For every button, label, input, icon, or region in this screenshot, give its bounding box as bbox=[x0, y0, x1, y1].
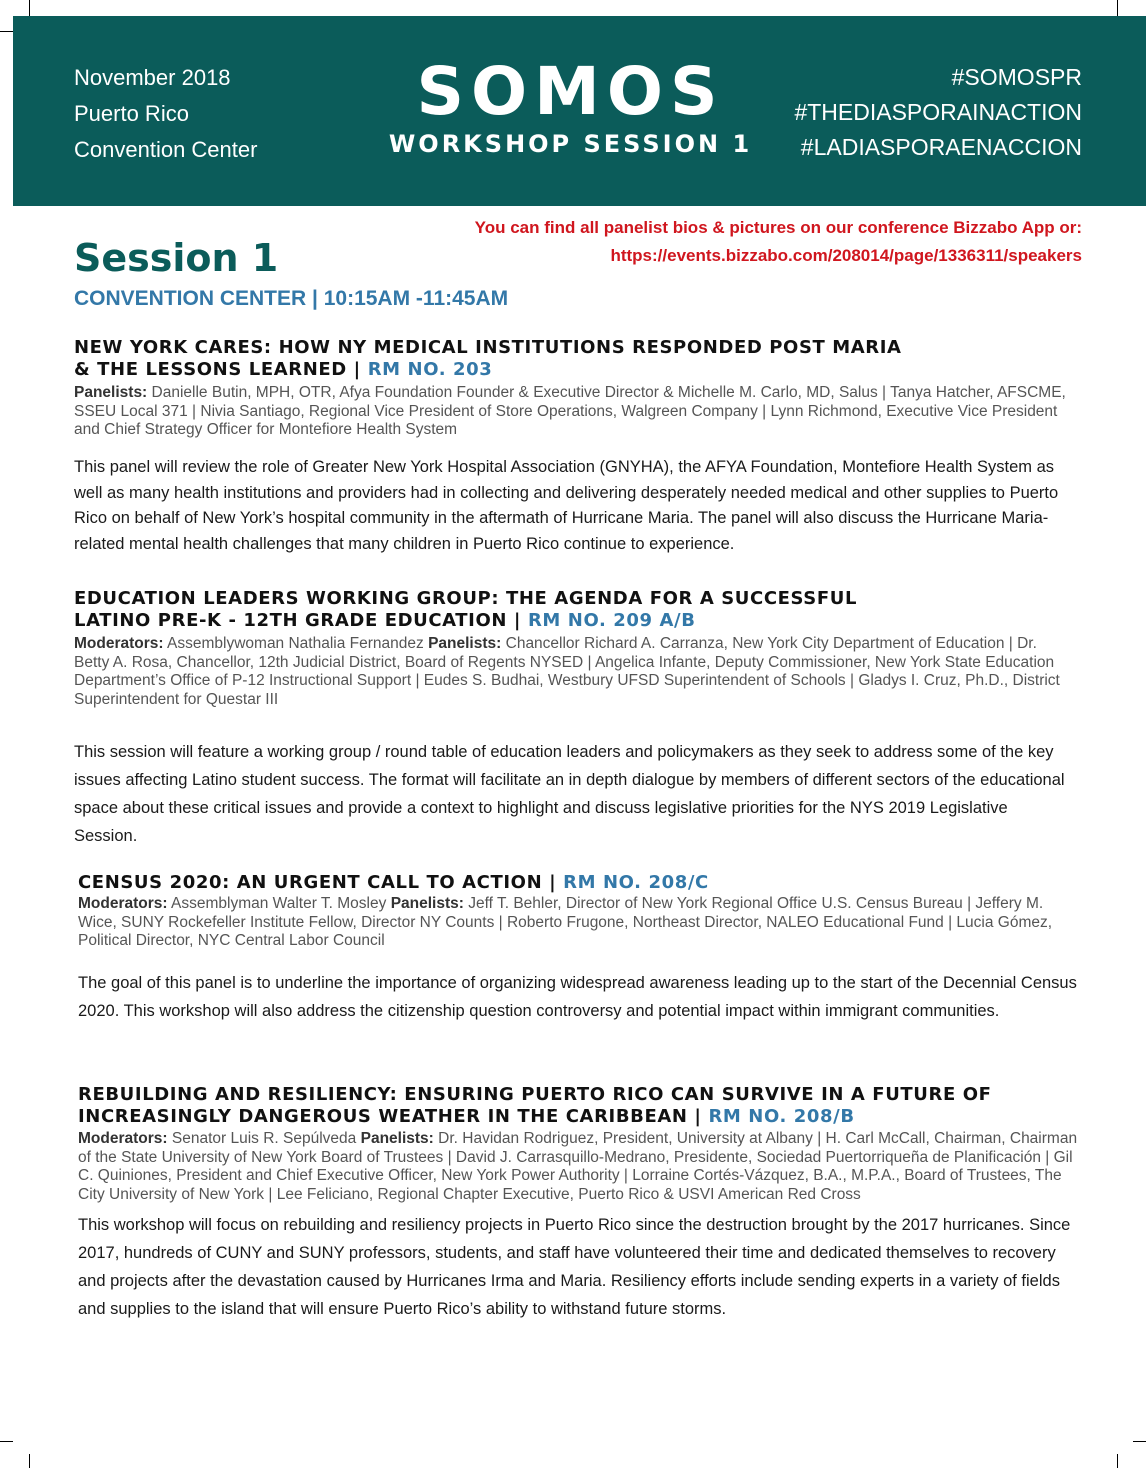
panelists-label: Panelists: bbox=[360, 1130, 434, 1147]
workshop-title-line: EDUCATION LEADERS WORKING GROUP: THE AGENDA FOR A SUCCESSFUL bbox=[74, 588, 858, 609]
room-number: RM NO. 208/B bbox=[708, 1106, 855, 1127]
panelists-list: Danielle Butin, MPH, OTR, Afya Foundation Founder & Executive Director & Michelle M. Carlo, MD, Salus | Tanya Hatcher, AFSCME, SSEU Local 371 | Nivia Santiago, Regional Vice President of Store Operations, Walgreen Company | Lynn Richmond, Executive Vice President and Chief Strategy Officer for Montefiore Health System bbox=[74, 384, 1066, 439]
event-title: SOMOS bbox=[416, 53, 725, 130]
workshop-section bbox=[78, 1084, 1078, 1323]
workshop-title-line bbox=[74, 610, 1074, 632]
event-venue-line2: Convention Center bbox=[74, 137, 258, 162]
workshop-title-line bbox=[78, 1106, 1078, 1128]
workshop-title bbox=[74, 588, 1074, 632]
crop-mark bbox=[1117, 1454, 1118, 1468]
moderators-list: Assemblywoman Nathalia Fernandez bbox=[167, 635, 424, 652]
event-info bbox=[74, 60, 257, 168]
room-number: RM NO. 203 bbox=[367, 359, 493, 380]
panelists-list: Chancellor Richard A. Carranza, New York City Department of Education | Dr. Betty A. Rosa, Chancellor, 12th Judicial District, Board of Regents NYSED | Angelica Infante, Deputy Commissioner, New York State Education Department’s Office of P-12 Instructional Support | Eudes S. Budhai, Westbury UFSD Superintendent of Schools | Gladys I. Cruz, Ph.D., District Superintendent for Questar III bbox=[74, 635, 1060, 709]
crop-mark bbox=[0, 31, 13, 32]
workshop-title-line: NEW YORK CARES: HOW NY MEDICAL INSTITUTIONS RESPONDED POST MARIA bbox=[74, 337, 902, 358]
workshop-title-text: & THE LESSONS LEARNED | bbox=[74, 359, 368, 380]
session-heading: Session 1 bbox=[74, 236, 279, 280]
panelists-label: Panelists: bbox=[428, 635, 502, 652]
workshop-title bbox=[78, 1084, 1078, 1128]
workshop-section bbox=[74, 337, 1074, 557]
workshop-participants bbox=[74, 635, 1074, 710]
workshop-description: The goal of this panel is to underline the importance of organizing widespread awareness leading up to the start of the Decennial Census 2020. This workshop will also address the citizenship question controversy and potential impact within immigrant communities. bbox=[78, 974, 1077, 1021]
moderators-label: Moderators: bbox=[78, 895, 168, 912]
workshop-title-text: CENSUS 2020: AN URGENT CALL TO ACTION | bbox=[78, 872, 564, 893]
workshop-description: This panel will review the role of Greater New York Hospital Association (GNYHA), the AFYA Foundation, Montefiore Health System as well as many health institutions and providers had in collecting and delivering desperately needed medical and other supplies to Puerto Rico on behalf of New York’s hospital community in the aftermath of Hurricane Maria. The panel will also discuss the Hurricane Maria-related mental health challenges that many children in Puerto Rico continue to experience. bbox=[74, 458, 1059, 553]
workshop-participants bbox=[78, 1130, 1078, 1205]
workshop-title-line: REBUILDING AND RESILIENCY: ENSURING PUERTO RICO CAN SURVIVE IN A FUTURE OF bbox=[78, 1084, 992, 1105]
workshop-title-line bbox=[78, 872, 1078, 894]
event-subtitle: WORKSHOP SESSION 1 bbox=[388, 130, 753, 158]
workshop-participants bbox=[78, 895, 1078, 951]
workshop-description: This session will feature a working group / round table of education leaders and policymakers as they seek to address some of the key issues affecting Latino student success. The format will facilitate an in depth dialogue by members of different sectors of the educational space about these critical issues and provide a context to highlight and discuss legislative priorities for the NYS 2019 Legislative Session. bbox=[74, 742, 1065, 845]
hashtag-list bbox=[794, 60, 1082, 165]
event-date: November 2018 bbox=[74, 65, 231, 90]
room-number: RM NO. 209 A/B bbox=[527, 610, 696, 631]
panelists-label: Panelists: bbox=[74, 384, 148, 401]
workshop-title bbox=[78, 872, 1078, 894]
workshop-description: This workshop will focus on rebuilding and resiliency projects in Puerto Rico since the destruction brought by the 2017 hurricanes. Since 2017, hundreds of CUNY and SUNY professors, students, and staff have volunteered their time and dedicated themselves to recovery and projects after the devastation caused by Hurricanes Irma and Maria. Resiliency efforts include sending experts in a variety of fields and supplies to the island that will ensure Puerto Rico’s ability to withstand future storms. bbox=[78, 1215, 1071, 1318]
header-banner bbox=[13, 16, 1146, 206]
crop-mark bbox=[0, 1441, 13, 1442]
session-location-time: CONVENTION CENTER | 10:15AM -11:45AM bbox=[74, 287, 509, 310]
room-number: RM NO. 208/C bbox=[563, 872, 709, 893]
moderators-label: Moderators: bbox=[78, 1130, 168, 1147]
workshop-title-text: LATINO PRE-K - 12TH GRADE EDUCATION | bbox=[74, 610, 528, 631]
workshop-section bbox=[78, 872, 1078, 1025]
panelists-label: Panelists: bbox=[390, 895, 464, 912]
hashtag: #SOMOSPR bbox=[951, 64, 1082, 90]
panelists-list: Jeff T. Behler, Director of New York Regional Office U.S. Census Bureau | Jeffery M. Wice, SUNY Rockefeller Institute Fellow, Director NY Counts | Roberto Frugone, Northeast Director, NALEO Educational Fund | Lucia Gómez, Political Director, NYC Central Labor Council bbox=[78, 895, 1053, 950]
workshop-title-text: INCREASINGLY DANGEROUS WEATHER IN THE CARIBBEAN | bbox=[78, 1106, 709, 1127]
crop-mark bbox=[1117, 0, 1118, 16]
bios-notice bbox=[475, 214, 1082, 270]
crop-mark bbox=[1133, 1441, 1146, 1442]
moderators-list: Assemblyman Walter T. Mosley bbox=[171, 895, 387, 912]
moderators-label: Moderators: bbox=[74, 635, 164, 652]
workshop-title bbox=[74, 337, 1074, 381]
bios-notice-text: You can find all panelist bios & pictures on our conference Bizzabo App or: bbox=[474, 218, 1082, 237]
crop-mark bbox=[29, 0, 30, 16]
banner-title-block bbox=[383, 53, 758, 158]
workshop-title-line bbox=[74, 359, 1074, 381]
panelists-list: Dr. Havidan Rodriguez, President, University at Albany | H. Carl McCall, Chairman, Chairman of the State University of New York Board of Trustees | David J. Carrasquillo-Medrano, Presidente, Sociedad Puertorriqueña de Planificación | Gil C. Quiniones, President and Chief Executive Officer, New York Power Authority | Lorraine Cortés-Vázquez, B.A., M.P.A., Board of Trustees, The City University of New York | Lee Feliciano, Regional Chapter Executive, Puerto Rico & USVI American Red Cross bbox=[78, 1130, 1078, 1204]
workshop-section bbox=[74, 588, 1074, 850]
hashtag: #THEDIASPORAINACTION bbox=[794, 99, 1082, 125]
crop-mark bbox=[29, 1454, 30, 1468]
hashtag: #LADIASPORAENACCION bbox=[800, 134, 1082, 160]
workshop-participants bbox=[74, 384, 1074, 440]
event-venue: Puerto Rico bbox=[74, 101, 189, 126]
speakers-link[interactable]: https://events.bizzabo.com/208014/page/1336311/speakers bbox=[610, 246, 1082, 265]
moderators-list: Senator Luis R. Sepúlveda bbox=[171, 1130, 357, 1147]
